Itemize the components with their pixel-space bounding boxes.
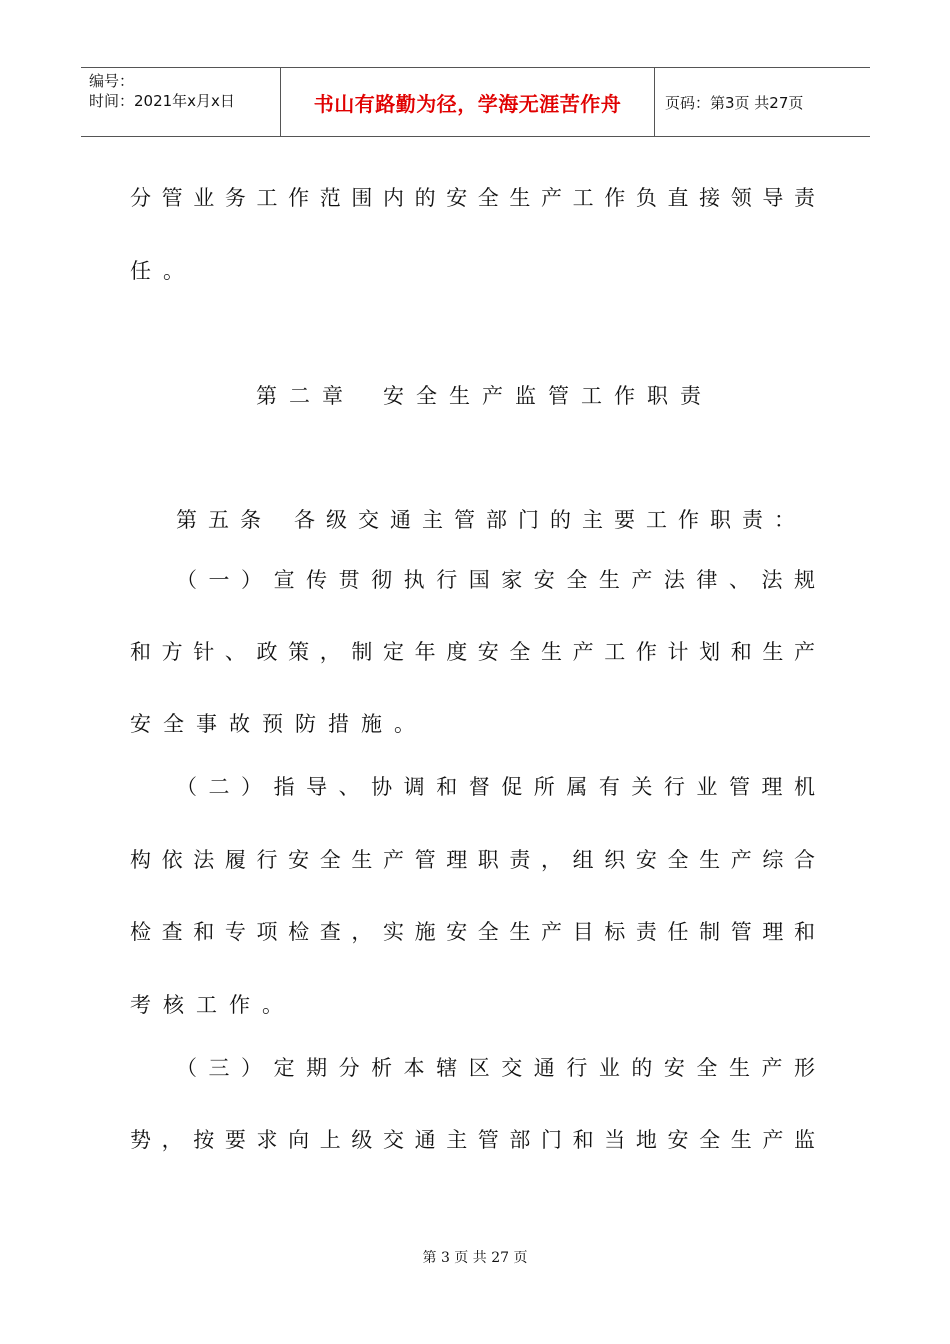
article-title: 各级交通主管部门的主要工作职责： bbox=[294, 508, 806, 532]
item1-line-3: 安全事故预防措施。 bbox=[130, 712, 427, 736]
item2-line-4: 考核工作。 bbox=[130, 993, 295, 1017]
header-motto-cell bbox=[281, 68, 655, 136]
item3-line-1: （三）定期分析本辖区交通行业的安全生产形 bbox=[176, 1056, 815, 1080]
item2-line-2: 构依法履行安全生产管理职责，组织安全生产综合 bbox=[130, 848, 815, 872]
chapter-title: 安全生产监管工作职责 bbox=[383, 384, 713, 408]
article-number: 第五条 bbox=[176, 508, 272, 532]
number-label: 编号： bbox=[89, 72, 135, 90]
header-meta-cell bbox=[81, 68, 281, 136]
chapter-number: 第二章 bbox=[256, 384, 355, 408]
body-line-2: 任。 bbox=[130, 259, 196, 283]
item2-line-3: 检查和专项检查，实施安全生产目标责任制管理和 bbox=[130, 920, 815, 944]
motto-text: 书山有路勤为径，学海无涯苦作舟 bbox=[313, 91, 622, 116]
page-info: 页码：第3页 共27页 bbox=[665, 93, 804, 112]
article-heading bbox=[176, 504, 806, 534]
page-footer: 第 3 页 共 27 页 bbox=[422, 1250, 528, 1266]
date-label: 时间：2021年x月x日 bbox=[89, 92, 235, 110]
page-header bbox=[81, 67, 870, 137]
body-line-1: 分管业务工作范围内的安全生产工作负直接领导责 bbox=[130, 186, 815, 210]
item2-line-1: （二）指导、协调和督促所属有关行业管理机 bbox=[176, 775, 815, 799]
chapter-heading bbox=[256, 380, 713, 410]
item3-line-2: 势，按要求向上级交通主管部门和当地安全生产监 bbox=[130, 1128, 815, 1152]
item1-line-1: （一）宣传贯彻执行国家安全生产法律、法规 bbox=[176, 568, 815, 592]
header-page-cell bbox=[655, 68, 870, 136]
item1-line-2: 和方针、政策，制定年度安全生产工作计划和生产 bbox=[130, 640, 815, 664]
